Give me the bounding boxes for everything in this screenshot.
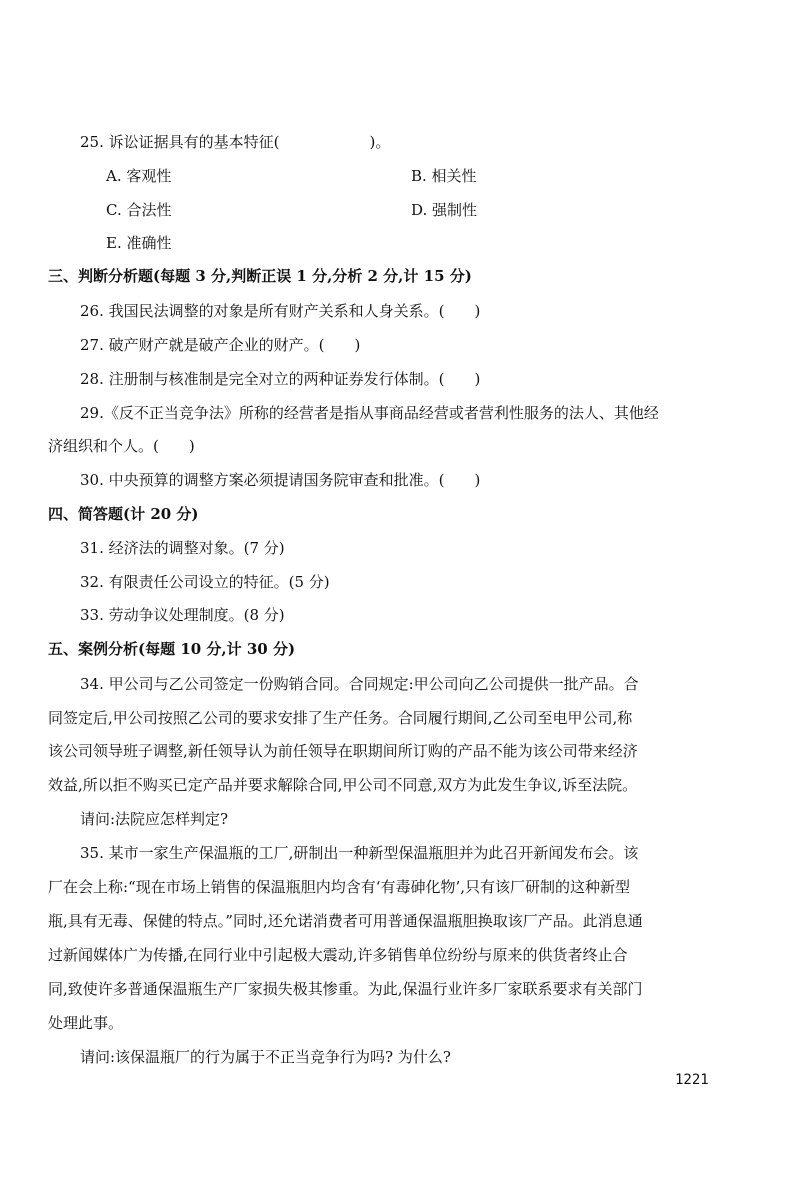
option-c: C. 合法性 bbox=[106, 201, 172, 219]
question-35-line-2: 厂在会上称:“现在市场上销售的保温瓶胆内均含有‘有毒砷化物’,只有该厂研制的这种新型 bbox=[48, 878, 631, 896]
question-29-line-1: 29.《反不正当竞争法》所称的经营者是指从事商品经营或者营利性服务的法人、其他经 bbox=[80, 404, 659, 422]
question-34-line-2: 同签定后,甲公司按照乙公司的要求安排了生产任务。合同履行期间,乙公司至电甲公司,称 bbox=[48, 709, 633, 727]
question-35-line-5: 同,致使许多普通保温瓶生产厂家损失极其惨重。为此,保温行业许多厂家联系要求有关部门 bbox=[48, 980, 643, 998]
question-35-ask: 请问:该保温瓶厂的行为属于不正当竞争行为吗? 为什么? bbox=[80, 1048, 451, 1066]
question-35-line-6: 处理此事。 bbox=[48, 1014, 124, 1032]
question-25-stem: 25. 诉讼证据具有的基本特征( )。 bbox=[80, 133, 391, 151]
question-28: 28. 注册制与核准制是完全对立的两种证券发行体制。( ) bbox=[80, 370, 481, 388]
page-number: 1221 bbox=[675, 1072, 709, 1088]
question-34-line-1: 34. 甲公司与乙公司签定一份购销合同。合同规定:甲公司向乙公司提供一批产品。合 bbox=[80, 675, 639, 693]
question-31: 31. 经济法的调整对象。(7 分) bbox=[80, 539, 285, 557]
question-30: 30. 中央预算的调整方案必须提请国务院审查和批准。( ) bbox=[80, 471, 481, 489]
question-26: 26. 我国民法调整的对象是所有财产关系和人身关系。( ) bbox=[80, 302, 481, 320]
question-34-line-3: 该公司领导班子调整,新任领导认为前任领导在职期间所订购的产品不能为该公司带来经济 bbox=[48, 742, 638, 760]
question-35-line-3: 瓶,具有无毒、保健的特点。”同时,还允诺消费者可用普通保温瓶胆换取该厂产品。此消息通 bbox=[48, 912, 643, 930]
question-34-line-4: 效益,所以拒不购买已定产品并要求解除合同,甲公司不同意,双方为此发生争议,诉至法院。 bbox=[48, 776, 638, 794]
section-3-title: 三、判断分析题(每题 3 分,判断正误 1 分,分析 2 分,计 15 分) bbox=[48, 267, 472, 285]
question-27: 27. 破产财产就是破产企业的财产。( ) bbox=[80, 336, 361, 354]
question-32: 32. 有限责任公司设立的特征。(5 分) bbox=[80, 573, 330, 591]
question-33: 33. 劳动争议处理制度。(8 分) bbox=[80, 606, 285, 624]
section-5-title: 五、案例分析(每题 10 分,计 30 分) bbox=[48, 640, 296, 658]
option-a: A. 客观性 bbox=[106, 167, 172, 185]
option-b: B. 相关性 bbox=[411, 167, 477, 185]
option-e: E. 准确性 bbox=[106, 234, 172, 252]
question-35-line-4: 过新闻媒体广为传播,在同行业中引起极大震动,许多销售单位纷纷与原来的供货者终止合 bbox=[48, 946, 628, 964]
question-35-line-1: 35. 某市一家生产保温瓶的工厂,研制出一种新型保温瓶胆并为此召开新闻发布会。该 bbox=[80, 844, 639, 862]
question-34-ask: 请问:法院应怎样判定? bbox=[80, 810, 229, 828]
option-d: D. 强制性 bbox=[411, 201, 478, 219]
section-4-title: 四、简答题(计 20 分) bbox=[48, 505, 199, 523]
question-29-line-2: 济组织和个人。( ) bbox=[48, 437, 195, 455]
